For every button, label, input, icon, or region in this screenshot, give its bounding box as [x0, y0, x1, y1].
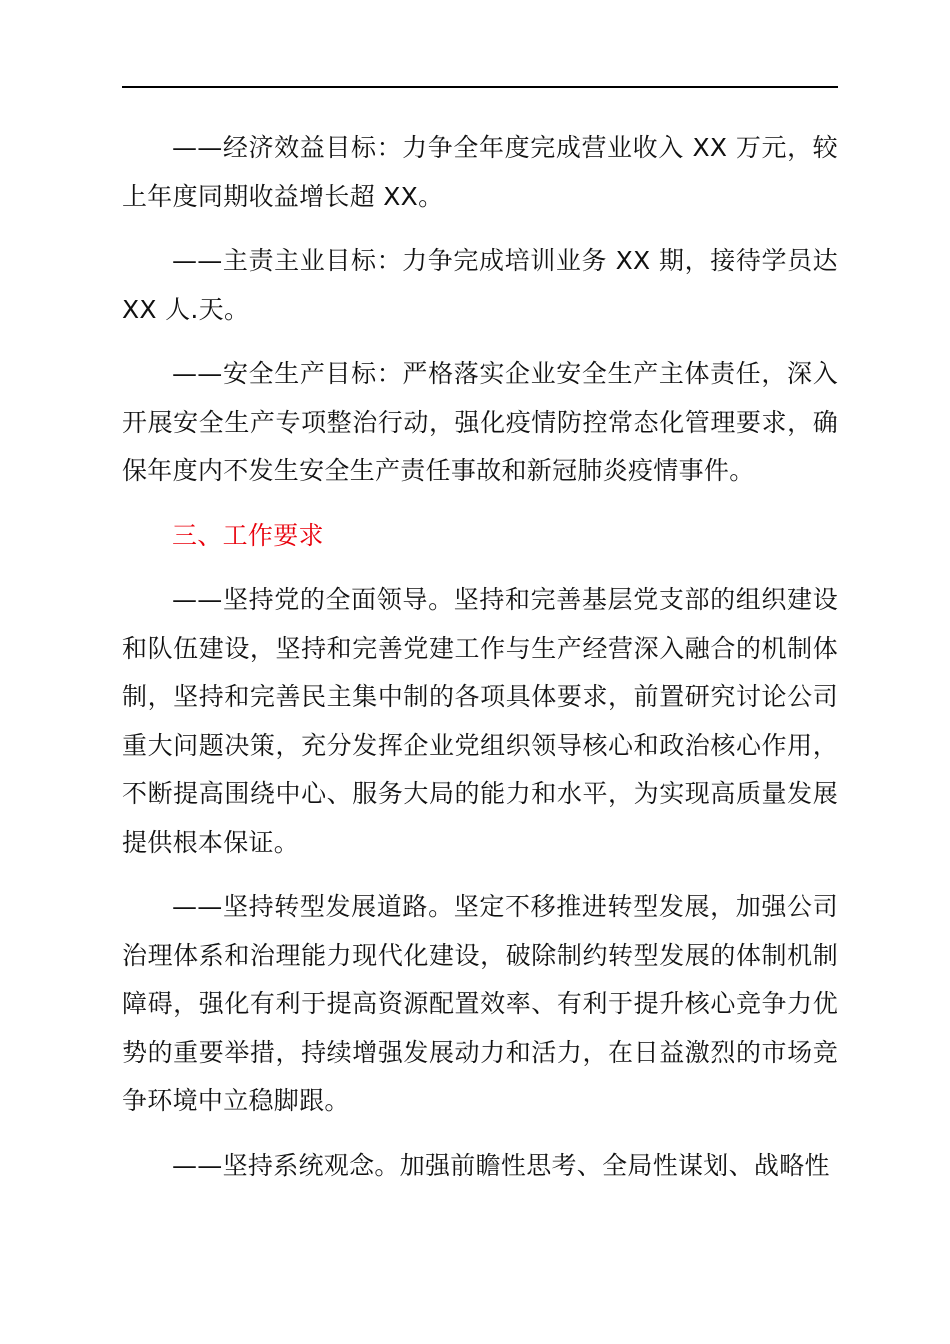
paragraph-core-business-target: ——主责主业目标：力争完成培训业务 XX 期，接待学员达XX 人.天。	[122, 246, 838, 324]
paragraph-safety-target: ——安全生产目标：严格落实企业安全生产主体责任，深入开展安全生产专项整治行动，强化疫情防控常态化管理要求，确保年度内不发生安全生产责任事故和新冠肺炎疫情事件。	[122, 359, 838, 485]
paragraph-party-leadership: ——坚持党的全面领导。坚持和完善基层党支部的组织建设和队伍建设，坚持和完善党建工作与生产经营深入融合的机制体制，坚持和完善民主集中制的各项具体要求，前置研究讨论公司重大问题决策，充分发挥企业党组织领导核心和政治核心作用，不断提高围绕中心、服务大局的能力和水平，为实现高质量发展提供根本保证。	[122, 585, 838, 857]
section-heading: 三、工作要求	[172, 520, 324, 550]
paragraph-economic-target: ——经济效益目标：力争全年度完成营业收入 XX 万元，较上年度同期收益增长超 XX。	[122, 133, 838, 211]
paragraph-systems-thinking: ——坚持系统观念。加强前瞻性思考、全局性谋划、战略性	[172, 1150, 830, 1180]
paragraph-transformation: ——坚持转型发展道路。坚定不移推进转型发展，加强公司治理体系和治理能力现代化建设，破除制约转型发展的体制机制障碍，强化有利于提高资源配置效率、有利于提升核心竞争力优势的重要举措，持续增强发展动力和活力，在日益激烈的市场竞争环境中立稳脚跟。	[122, 892, 838, 1115]
document-body	[122, 124, 838, 1206]
header-rule	[122, 86, 838, 88]
